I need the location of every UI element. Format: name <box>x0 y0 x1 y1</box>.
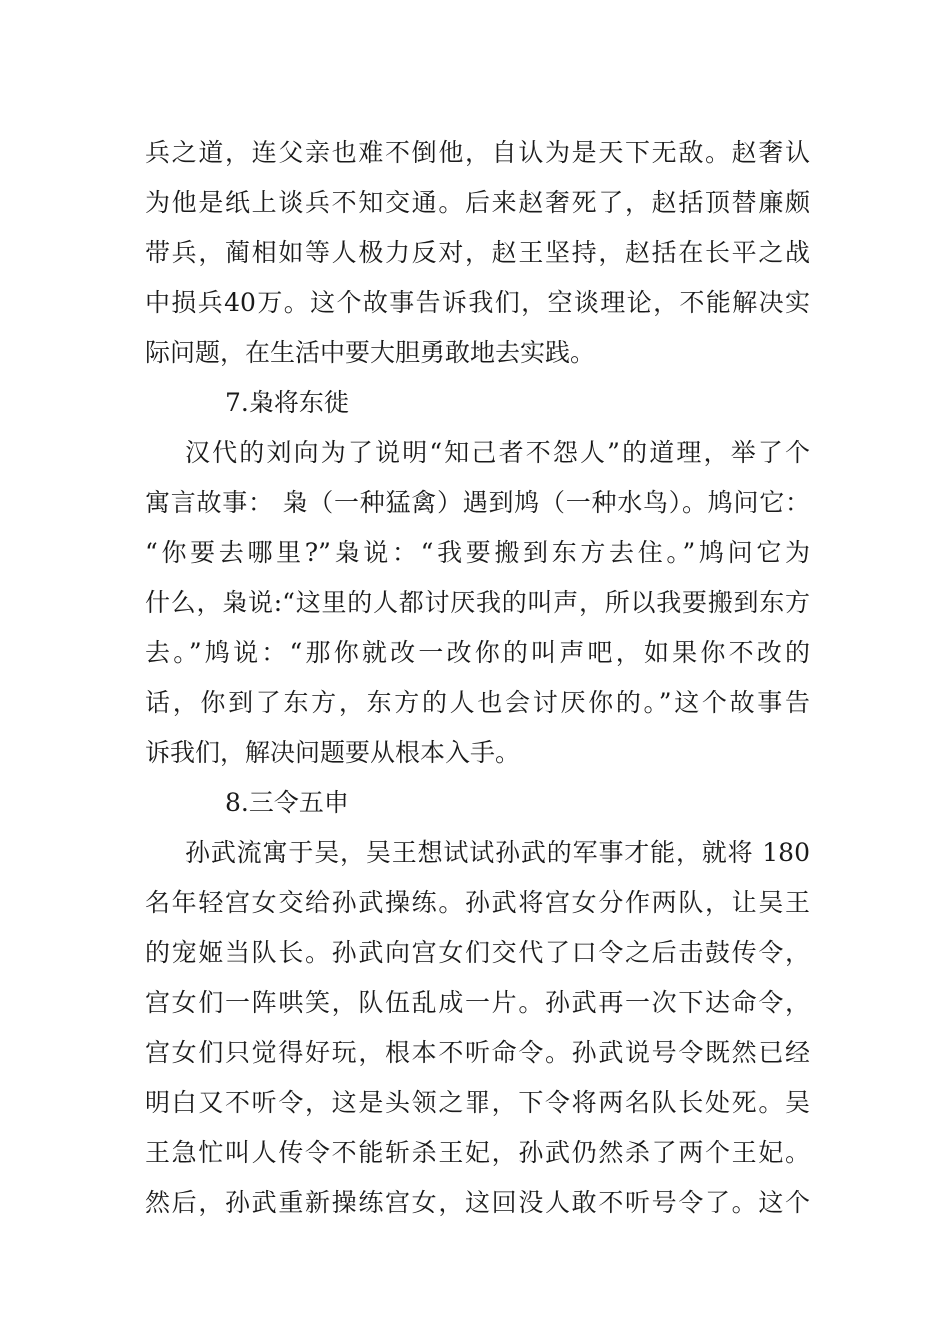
text-line: 寓言故事： 枭（一种猛禽）遇到鸠（一种水鸟）。鸠问它： <box>145 488 810 517</box>
text-line: 际问题，在生活中要大胆勇敢地去实践。 <box>145 338 596 367</box>
section-heading-8: 8.三令五申 <box>225 788 349 817</box>
text-line: 王急忙叫人传令不能斩杀王妃，孙武仍然杀了两个王妃。 <box>145 1138 810 1167</box>
paragraph-sun-wu <box>145 828 810 1228</box>
text-line: 名年轻宫女交给孙武操练。孙武将宫女分作两队，让吴王 <box>145 888 810 917</box>
text-line: 中损兵40万。这个故事告诉我们，空谈理论，不能解决实 <box>145 288 810 317</box>
text-line: 什么，枭说:“这里的人都讨厌我的叫声，所以我要搬到东方 <box>145 588 810 617</box>
text-line: 汉代的刘向为了说明“知己者不怨人”的道理，举了个 <box>185 438 810 467</box>
text-line: 诉我们，解决问题要从根本入手。 <box>145 738 521 767</box>
text-line: 话，你到了东方，东方的人也会讨厌你的。”这个故事告 <box>145 688 810 717</box>
text-line: 宫女们只觉得好玩，根本不听命令。孙武说号令既然已经 <box>145 1038 810 1067</box>
text-line: 的宠姬当队长。孙武向宫女们交代了口令之后击鼓传令， <box>145 938 810 967</box>
body-text <box>145 128 810 1228</box>
text-line: 然后，孙武重新操练宫女，这回没人敢不听号令了。这个 <box>145 1188 810 1217</box>
section-heading-7: 7.枭将东徙 <box>225 388 349 417</box>
text-line: 带兵，蔺相如等人极力反对，赵王坚持，赵括在长平之战 <box>145 238 810 267</box>
paragraph-owl-moves-east <box>145 428 810 778</box>
text-line: 孙武流寓于吴，吴王想试试孙武的军事才能，就将 180 <box>185 838 810 867</box>
text-line: “你要去哪里?”枭说：“我要搬到东方去住。”鸠问它为 <box>145 538 810 567</box>
text-line: 明白又不听令，这是头领之罪，下令将两名队长处死。吴 <box>145 1088 810 1117</box>
paragraph-zhao-kuo <box>145 128 810 378</box>
text-line: 宫女们一阵哄笑，队伍乱成一片。孙武再一次下达命令， <box>145 988 810 1017</box>
text-line: 去。”鸠说：“那你就改一改你的叫声吧，如果你不改的 <box>145 638 810 667</box>
text-line: 为他是纸上谈兵不知交通。后来赵奢死了，赵括顶替廉颇 <box>145 188 810 217</box>
text-line: 兵之道，连父亲也难不倒他，自认为是天下无敌。赵奢认 <box>145 138 810 167</box>
